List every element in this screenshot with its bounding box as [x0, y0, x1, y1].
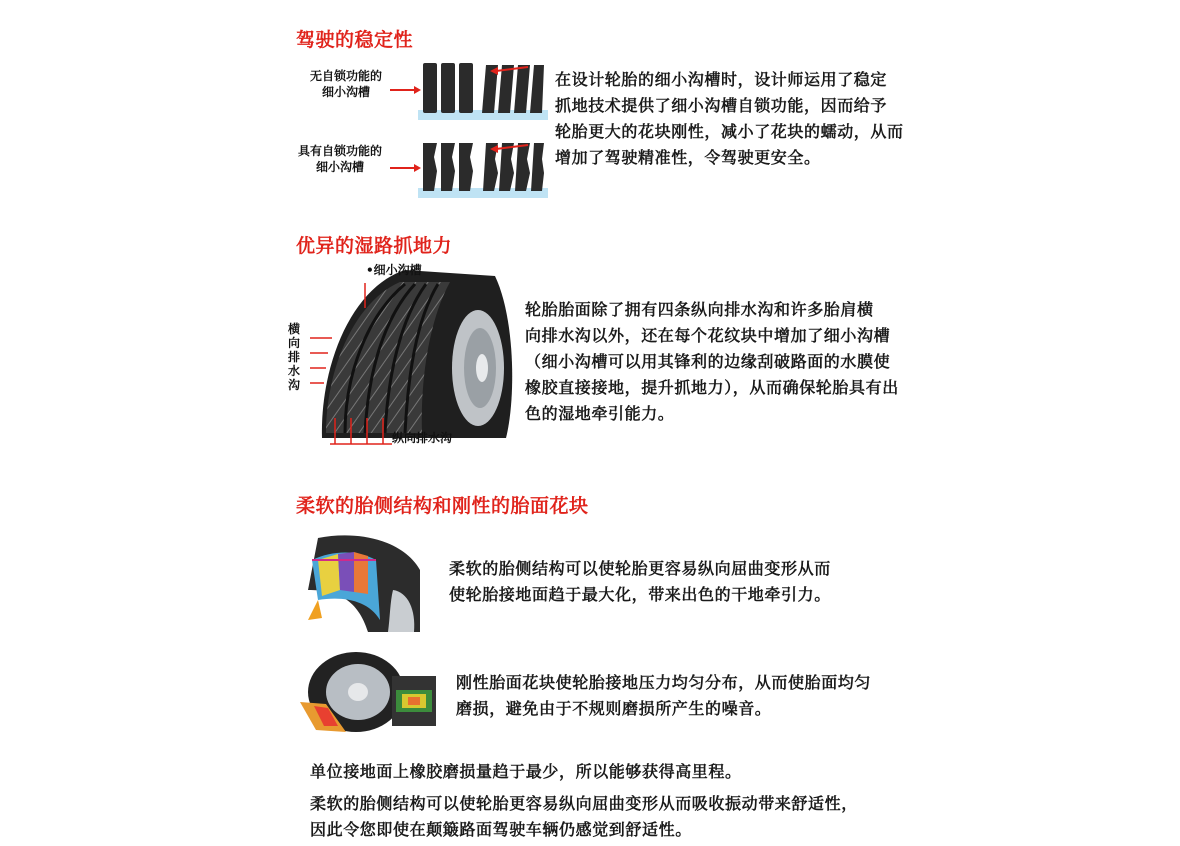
mileage-statement: 单位接地面上橡胶磨损量趋于最少，所以能够获得高里程。	[310, 762, 742, 781]
comfort-line-2: 因此令您即使在颠簸路面驾驶车辆仍感觉到舒适性。	[310, 820, 692, 839]
label-no-lock-line2: 细小沟槽	[321, 85, 370, 99]
section-heading-sidewall-tread: 柔软的胎侧结构和刚性的胎面花块	[296, 495, 589, 517]
label-no-lock-sipe	[300, 68, 392, 100]
sipe-lock-diagram	[388, 55, 553, 205]
sidewall-line-2: 使轮胎接地面趋于最大化，带来出色的干地牵引力。	[449, 585, 831, 604]
wet-grip-line-5: 色的湿地牵引能力。	[525, 404, 675, 423]
lateral-char-2: 向	[287, 336, 300, 350]
label-self-lock-line1: 具有自锁功能的	[297, 144, 382, 158]
comfort-line-1: 柔软的胎侧结构可以使轮胎更容易纵向屈曲变形从而吸收振动带来舒适性，	[310, 794, 858, 813]
lateral-char-3: 排	[287, 350, 300, 364]
stability-description	[555, 67, 904, 171]
wet-grip-line-3: （细小沟槽可以用其锋利的边缘刮破路面的水膜使	[525, 352, 891, 371]
lateral-groove-label	[287, 322, 301, 392]
wet-grip-line-2: 向排水沟以外，还在每个花纹块中增加了细小沟槽	[525, 326, 891, 345]
wet-grip-description	[525, 297, 899, 427]
label-self-lock-sipe	[288, 143, 392, 175]
longitudinal-groove-label: 纵向排水沟	[392, 431, 453, 445]
wet-grip-tire-image	[310, 258, 518, 450]
tread-pressure-image	[296, 650, 441, 740]
wet-grip-line-1: 轮胎胎面除了拥有四条纵向排水沟和许多胎肩横	[525, 300, 874, 319]
sipe-label: •细小沟槽	[366, 263, 422, 277]
section-heading-wet-grip: 优异的湿路抓地力	[296, 235, 453, 257]
stability-line-2: 抓地技术提供了细小沟槽自锁功能，因而给予	[555, 96, 888, 115]
wet-grip-line-4: 橡胶直接接地，提升抓地力），从而确保轮胎具有出	[525, 378, 899, 397]
tread-description	[456, 670, 871, 722]
stability-line-3: 轮胎更大的花块刚性，减小了花块的蠕动，从而	[555, 122, 904, 141]
sidewall-line-1: 柔软的胎侧结构可以使轮胎更容易纵向屈曲变形从而	[449, 559, 831, 578]
label-no-lock-line1: 无自锁功能的	[309, 69, 382, 83]
lateral-char-1: 横	[287, 322, 300, 336]
sidewall-description	[449, 556, 831, 608]
tread-line-2: 磨损，避免由于不规则磨损所产生的噪音。	[456, 699, 772, 718]
sidewall-cutaway-image	[298, 530, 423, 634]
section-heading-stability: 驾驶的稳定性	[296, 29, 414, 51]
label-self-lock-line2: 细小沟槽	[315, 160, 364, 174]
tread-line-1: 刚性胎面花块使轮胎接地压力均匀分布，从而使胎面均匀	[456, 673, 872, 692]
lateral-char-4: 水	[287, 364, 300, 378]
lateral-char-5: 沟	[287, 378, 300, 392]
stability-line-1: 在设计轮胎的细小沟槽时，设计师运用了稳定	[555, 70, 888, 89]
comfort-description	[310, 791, 858, 843]
stability-line-4: 增加了驾驶精准性，令驾驶更安全。	[555, 148, 821, 167]
